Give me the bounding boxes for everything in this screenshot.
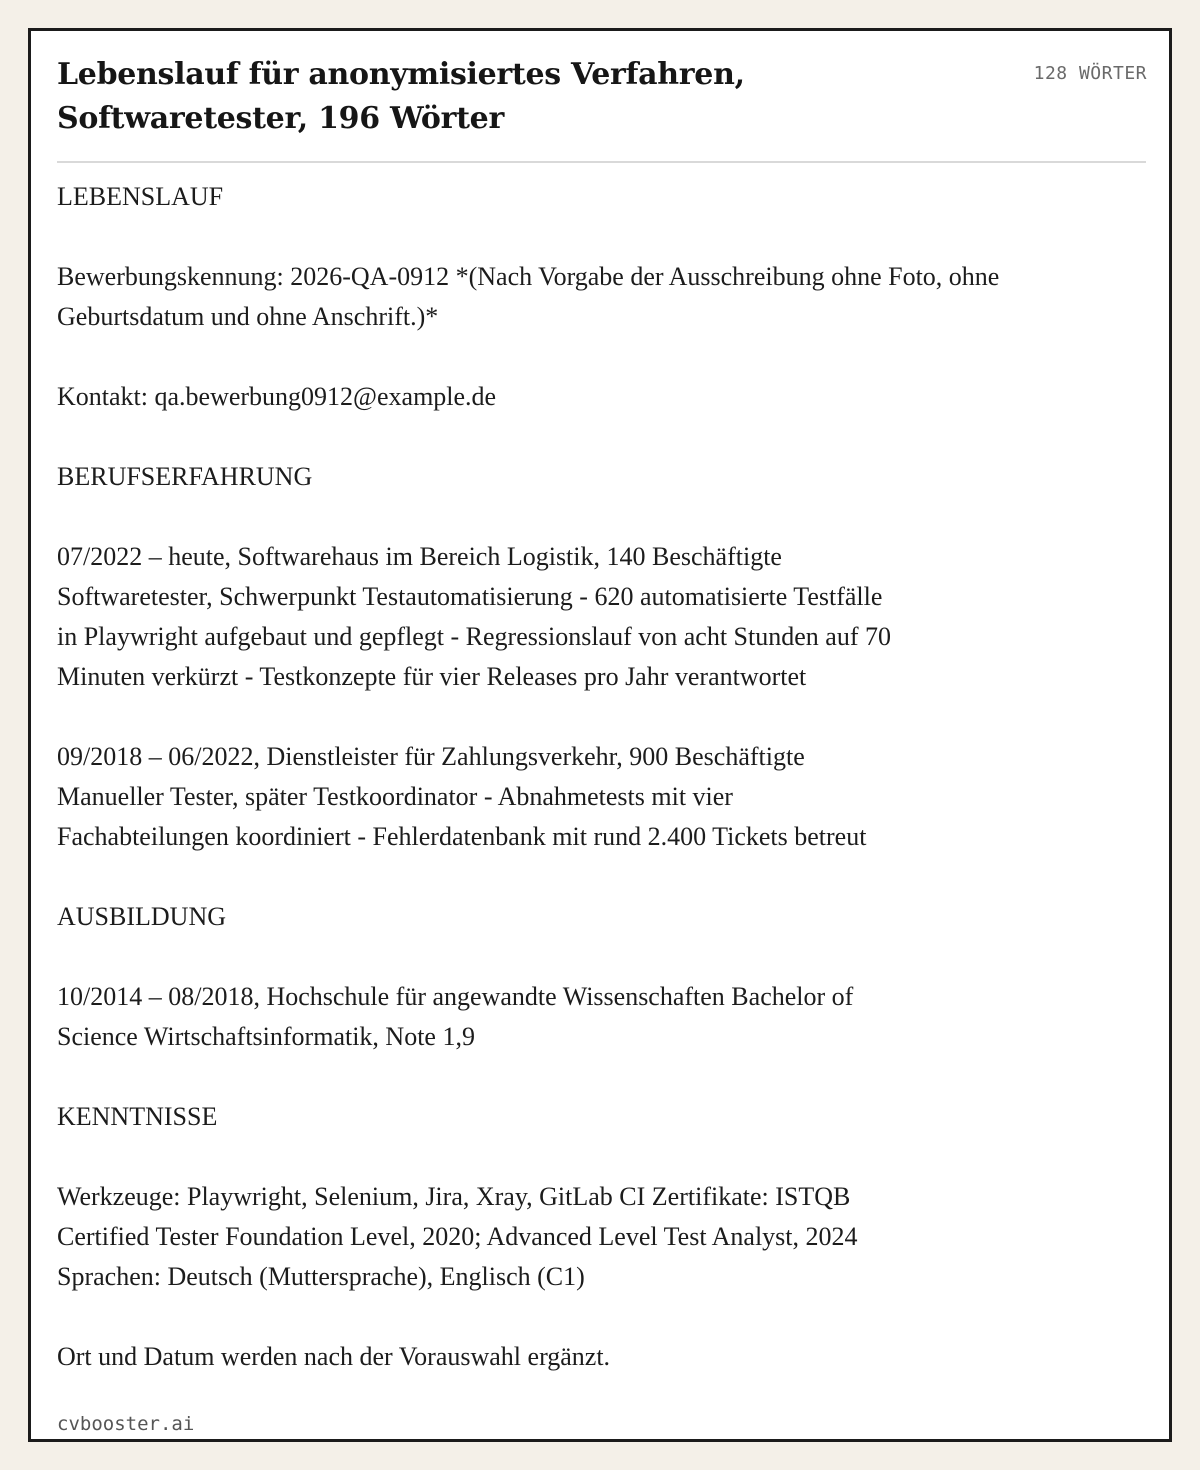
experience-line: 09/2018 – 06/2022, Dienstleister für Zahlungsverkehr, 900 Beschäftigte [57,742,805,771]
resume-heading: LEBENSLAUF [57,182,224,211]
skills-line: Sprachen: Deutsch (Muttersprache), Englisch (C1) [57,1262,585,1291]
footer-brand: cvbooster.ai [57,1413,195,1435]
experience-line: Minuten verkürzt - Testkonzepte für vier Releases pro Jahr verantwortet [57,662,807,691]
education-entry [57,977,1097,1057]
header-divider [57,161,1146,163]
experience-entry [57,537,1097,697]
resume-body [57,177,1097,1417]
education-line: 10/2014 – 08/2018, Hochschule für angewandte Wissenschaften Bachelor of [57,982,854,1011]
word-count-badge: 128 WÖRTER [1033,63,1147,84]
experience-heading: BERUFSERFAHRUNG [57,462,313,491]
experience-line: Softwaretester, Schwerpunkt Testautomatisierung - 620 automatisierte Testfälle [57,582,883,611]
resume-card [28,28,1172,1442]
experience-line: Manueller Tester, später Testkoordinator - Abnahmetests mit vier [57,782,733,811]
document-title: Lebenslauf für anonymisiertes Verfahren, Softwaretester, 196 Wörter [57,57,745,136]
experience-line: 07/2022 – heute, Softwarehaus im Bereich Logistik, 140 Beschäftigte [57,542,782,571]
experience-line: in Playwright aufgebaut und gepflegt - Regressionslauf von acht Stunden auf 70 [57,622,891,651]
skills-entry [57,1177,1097,1297]
experience-entry [57,737,1097,857]
application-id-line: Bewerbungskennung: 2026-QA-0912 *(Nach Vorgabe der Ausschreibung ohne Foto, ohne Geburtsdatum und ohne Anschrift.)* [57,262,1000,331]
skills-heading: KENNTNISSE [57,1102,218,1131]
education-heading: AUSBILDUNG [57,902,226,931]
experience-line: Fachabteilungen koordiniert - Fehlerdatenbank mit rund 2.400 Tickets betreut [57,822,867,851]
closing-note: Ort und Datum werden nach der Vorauswahl ergänzt. [57,1342,611,1371]
skills-line: Certified Tester Foundation Level, 2020; Advanced Level Test Analyst, 2024 [57,1222,858,1251]
skills-line: Werkzeuge: Playwright, Selenium, Jira, Xray, GitLab CI Zertifikate: ISTQB [57,1182,851,1211]
education-line: Science Wirtschaftsinformatik, Note 1,9 [57,1022,475,1051]
contact-line: Kontakt: qa.bewerbung0912@example.de [57,382,497,411]
document-header [57,53,1147,141]
